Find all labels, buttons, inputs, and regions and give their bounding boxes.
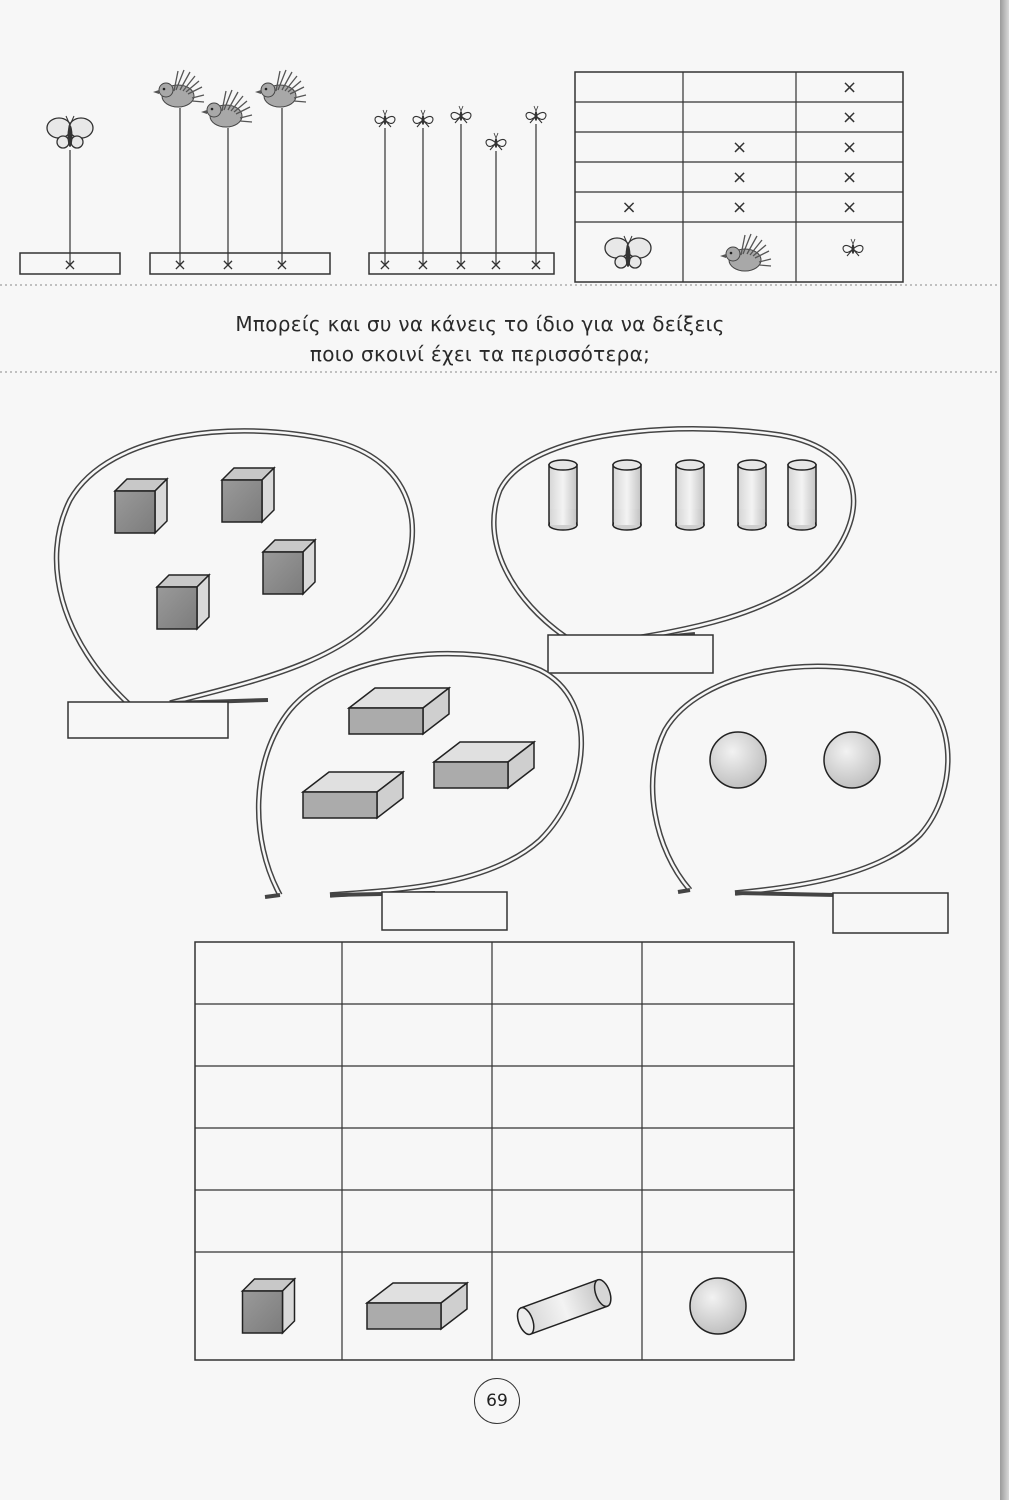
rope-group-cylinders: [494, 429, 854, 673]
chart-tally-mark: ×: [841, 167, 858, 188]
bird-icon: [720, 234, 771, 271]
answer-chart-cell[interactable]: [197, 944, 340, 1002]
chart-tally-mark: ×: [841, 137, 858, 158]
cylinder-icon: [738, 460, 766, 530]
instruction-line-1: Μπορείς και συ να κάνεις το ίδιο για να δείξεις: [235, 312, 725, 336]
instruction-line-2: ποιο σκοινί έχει τα περισσότερα;: [309, 342, 651, 366]
answer-chart-cell[interactable]: [197, 1068, 340, 1126]
rope-group-spheres: [653, 666, 948, 933]
cuboid-icon: [349, 688, 449, 734]
small-butterfly-icon: [526, 106, 546, 123]
answer-chart-cell[interactable]: [644, 1068, 792, 1126]
chart-tally-mark: ×: [731, 167, 748, 188]
answer-chart-cell[interactable]: [494, 1006, 640, 1064]
answer-chart-cell[interactable]: [494, 944, 640, 1002]
answer-chart-cell[interactable]: [197, 1130, 340, 1188]
chart-tally-mark: ×: [841, 107, 858, 128]
sphere-icon: [690, 1278, 746, 1334]
cylinder-icon: [514, 1277, 614, 1336]
cylinder-icon: [788, 460, 816, 530]
count-mark: ×: [173, 255, 187, 274]
bird-icon: [201, 90, 252, 127]
answer-chart-cell[interactable]: [494, 1068, 640, 1126]
small-butterfly-icon: [413, 110, 433, 127]
small-butterfly-icon: [451, 106, 471, 123]
sphere-icon: [710, 732, 766, 788]
count-mark: ×: [221, 255, 235, 274]
cube-icon: [115, 479, 167, 533]
small-butterfly-icon: [375, 110, 395, 127]
cube-icon: [263, 540, 315, 594]
answer-chart-cell[interactable]: [344, 1192, 490, 1250]
cuboid-icon: [303, 772, 403, 818]
cube-icon: [222, 468, 274, 522]
cylinder-icon: [613, 460, 641, 530]
example-group-butterfly: [20, 116, 120, 274]
sphere-icon: [824, 732, 880, 788]
count-mark: ×: [489, 255, 503, 274]
page-number: 69: [474, 1378, 520, 1424]
answer-box-cylinders[interactable]: [548, 635, 713, 673]
chart-tally-mark: ×: [841, 77, 858, 98]
count-mark: ×: [63, 255, 77, 274]
answer-chart-cell[interactable]: [344, 1006, 490, 1064]
bird-icon: [255, 70, 306, 107]
chart-tally-mark: ×: [731, 197, 748, 218]
example-pictogram-chart: [575, 72, 903, 282]
count-mark: ×: [275, 255, 289, 274]
example-group-birds: [150, 70, 330, 274]
example-chart-marks: [621, 77, 857, 218]
answer-box-cubes[interactable]: [68, 702, 228, 738]
cylinder-icon: [549, 460, 577, 530]
count-mark: ×: [378, 255, 392, 274]
butterfly-icon: [47, 116, 93, 148]
rope-group-cubes: [57, 431, 413, 738]
answer-chart-cell[interactable]: [344, 944, 490, 1002]
answer-chart-cell[interactable]: [494, 1130, 640, 1188]
cube-icon: [157, 575, 209, 629]
bird-icon: [153, 70, 204, 107]
small-butterfly-icon: [843, 239, 863, 256]
answer-box-cuboids[interactable]: [382, 892, 507, 930]
answer-chart-cell[interactable]: [644, 1006, 792, 1064]
answer-box-spheres[interactable]: [833, 893, 948, 933]
small-butterfly-icon: [486, 133, 506, 150]
count-mark: ×: [416, 255, 430, 274]
chart-tally-mark: ×: [841, 197, 858, 218]
cuboid-icon: [434, 742, 534, 788]
answer-chart-cell[interactable]: [494, 1192, 640, 1250]
cylinder-icon: [676, 460, 704, 530]
answer-chart-cell[interactable]: [644, 944, 792, 1002]
cuboid-icon: [367, 1283, 467, 1329]
rope-end: [735, 893, 835, 895]
chart-tally-mark: ×: [731, 137, 748, 158]
answer-chart-cell[interactable]: [644, 1130, 792, 1188]
count-mark: ×: [454, 255, 468, 274]
cube-icon: [243, 1279, 295, 1333]
butterfly-icon: [605, 236, 651, 268]
answer-pictogram-chart: [195, 942, 794, 1360]
rope-group-cuboids: [259, 654, 582, 930]
count-mark: ×: [529, 255, 543, 274]
rope-loop: [653, 666, 948, 893]
answer-chart-cell[interactable]: [197, 1192, 340, 1250]
example-group-small-butterflies: [369, 106, 554, 274]
answer-chart-cell[interactable]: [197, 1006, 340, 1064]
answer-chart-cell[interactable]: [344, 1068, 490, 1126]
answer-chart-cell[interactable]: [644, 1192, 792, 1250]
answer-chart-cell[interactable]: [344, 1130, 490, 1188]
chart-tally-mark: ×: [621, 197, 637, 218]
